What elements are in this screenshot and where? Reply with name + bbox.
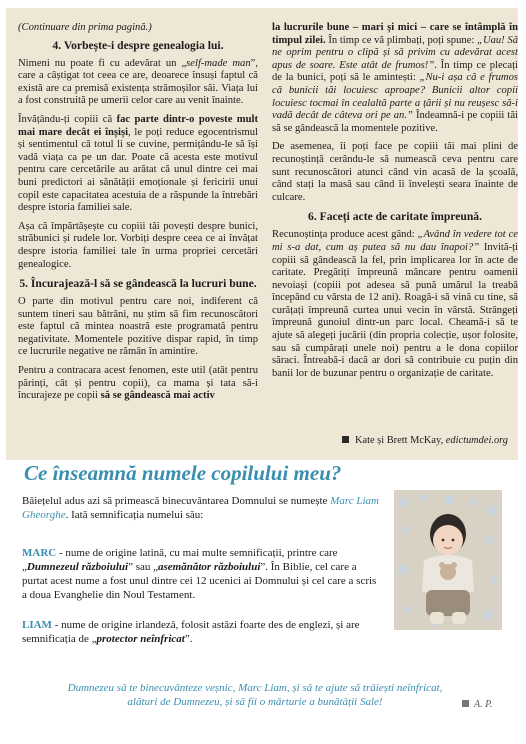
heading-4: 4. Vorbește-i despre genealogia lui. <box>52 38 224 52</box>
paragraph-genealogy: Așa că împărtășește cu copiii tăi povești despre bunici, străbunici și rudele lor. Vorbiți despre ceea ce ai învățat despre istoria familiei tale în urma propriei cercetări genealogice. <box>18 220 258 270</box>
source-link: edictumdei.org <box>445 435 508 446</box>
square-bullet-icon <box>342 436 349 443</box>
blessing-text: Dumnezeu să te binecuvânteze veșnic, Marc Liam, și să te ajute să trăiești neînfricat, alături de Dumnezeu, și să fii o mărturie a bunătății Sale! <box>67 682 443 708</box>
section-title: Ce înseamnă numele copilului meu? <box>24 461 342 485</box>
liam-meaning: LIAM - nume de origine irlandeză, folosit astăzi foarte des de englezi, și are semnificația de „protector neînfricat”. <box>22 619 360 645</box>
article-signature: Kate și Brett McKay, edictumdei.org <box>342 435 508 446</box>
blessing-author: A. P. <box>462 699 492 710</box>
paragraph-self-made: Nimeni nu poate fi cu adevărat un „self-made man”, care a câștigat tot ceea ce are, deoarece însuși faptul că există are ca premisă existența strămoșilor săi. Viața lui a fost construită pe umerii celor care au venit înainte. <box>18 57 258 107</box>
marc-meaning: MARC - nume de origine latină, cu mai multe semnificații, printre care „Dumnezeul războiului” sau „asemănător războiului”. În Biblie, cel care a purtat acest nume a fost unul dintre cei 12 ucenici ai Domnului și cel care a scris a doua Evanghelie din Noul Testament. <box>22 547 377 601</box>
baby-photo <box>394 490 502 630</box>
article-panel <box>6 8 518 460</box>
paragraph-negativity: O parte din motivul pentru care noi, indiferent că suntem tineri sau bătrâni, nu știm să fim recunoscători este faptul că mintea noastră este programată pentru negativitate. Momentele pozitive dispar rapid, în timp ce lucrurile negative ne rămân în amintire. <box>18 296 258 358</box>
name-intro: Băiețelul adus azi să primească binecuvântarea Domnului se numește Marc Liam Gheorghe. Iată semnificația numelui său: <box>22 495 379 521</box>
heading-5: 5. Încurajează-l să se gândească la lucruri bune. <box>19 277 257 291</box>
heading-6: 6. Faceți acte de caritate împreună. <box>308 210 482 224</box>
left-column <box>18 22 258 409</box>
paragraph-charity: Recunoștința produce acest gând: „Având în vedere tot ce mi s-a dat, cum aș putea să nu dau înapoi?” Invită-ți copiii să gândească la fel, prin implicarea lor în acte de caritate. Pregătiți împreună mâncare pentru oamenii nevoiași (copiii pot adesea să pună umărul la treabă începând cu vârsta de 12 ani). Roagă-i să vină cu tine, să curățați împreună curtea unui vecin în vârstă. Strângeți împreună gunoiul dintr-un parc local. Cheamă-i să te ajute să alegeți jucării (din propria colecție, ușor folosite, sau să cumpărați unele noi) pentru a le dona copiilor săraci. Întreabă-i dacă ar dori să contribuie cu puțin din banii lor de buzunar pentru o organizație de caritate. <box>272 229 518 379</box>
continued-note: (Continuare din prima pagină.) <box>18 22 152 33</box>
right-column <box>272 22 518 386</box>
square-bullet-icon <box>462 700 469 707</box>
paragraph-counteract: Pentru a contracara acest fenomen, este util (atât pentru părinți, cât și pentru copii), ca mama și tata să-i încurajeze pe copii să se gândească mai activ <box>18 365 258 402</box>
paragraph-story: Învățându-ți copiii că fac parte dintr-o poveste mult mai mare decât ei înșiși, le poți reduce egocentrismul și sentimentul că totul li se cuvine, permițându-le să își vadă viața ca pe un dar. Poate că acesta este motivul pentru care cercetările au arătat că unul dintre cei mai buni predictori ai sănătății emoționale și fericirii unui copil este capacitatea acestuia de a răspunde la întrebări despre istoria familiei sale. <box>18 113 258 214</box>
paragraph-gratitude: De asemenea, îi poți face pe copiii tăi mai plini de recunoștință cerându-le să numească ceva pentru care sunt recunoscători atunci când vin acasă de la școală, când stați la masă sau când îi învelești seara înainte de culcare. <box>272 141 518 203</box>
paragraph-good-things: la lucrurile bune – mari și mici – care se întâmplă în timpul zilei. În timp ce vă plimbați, poți spune: „Uau! Să ne oprim pentru o clipă și să privim cu adevărat acest apus de soare. Este atât de frumos!”. În timp ce plecați de la bunici, poți să le amintești: „Nu-i așa că e frumos că bunicii tăi locuiesc aproape? Bunicii altor copii locuiesc tocmai în cealaltă parte a țării și nu reușesc să-i vadă decât de câteva ori pe an.” Îndeamnă-i pe copiii tăi să se gândească la momentele pozitive. <box>272 22 519 134</box>
